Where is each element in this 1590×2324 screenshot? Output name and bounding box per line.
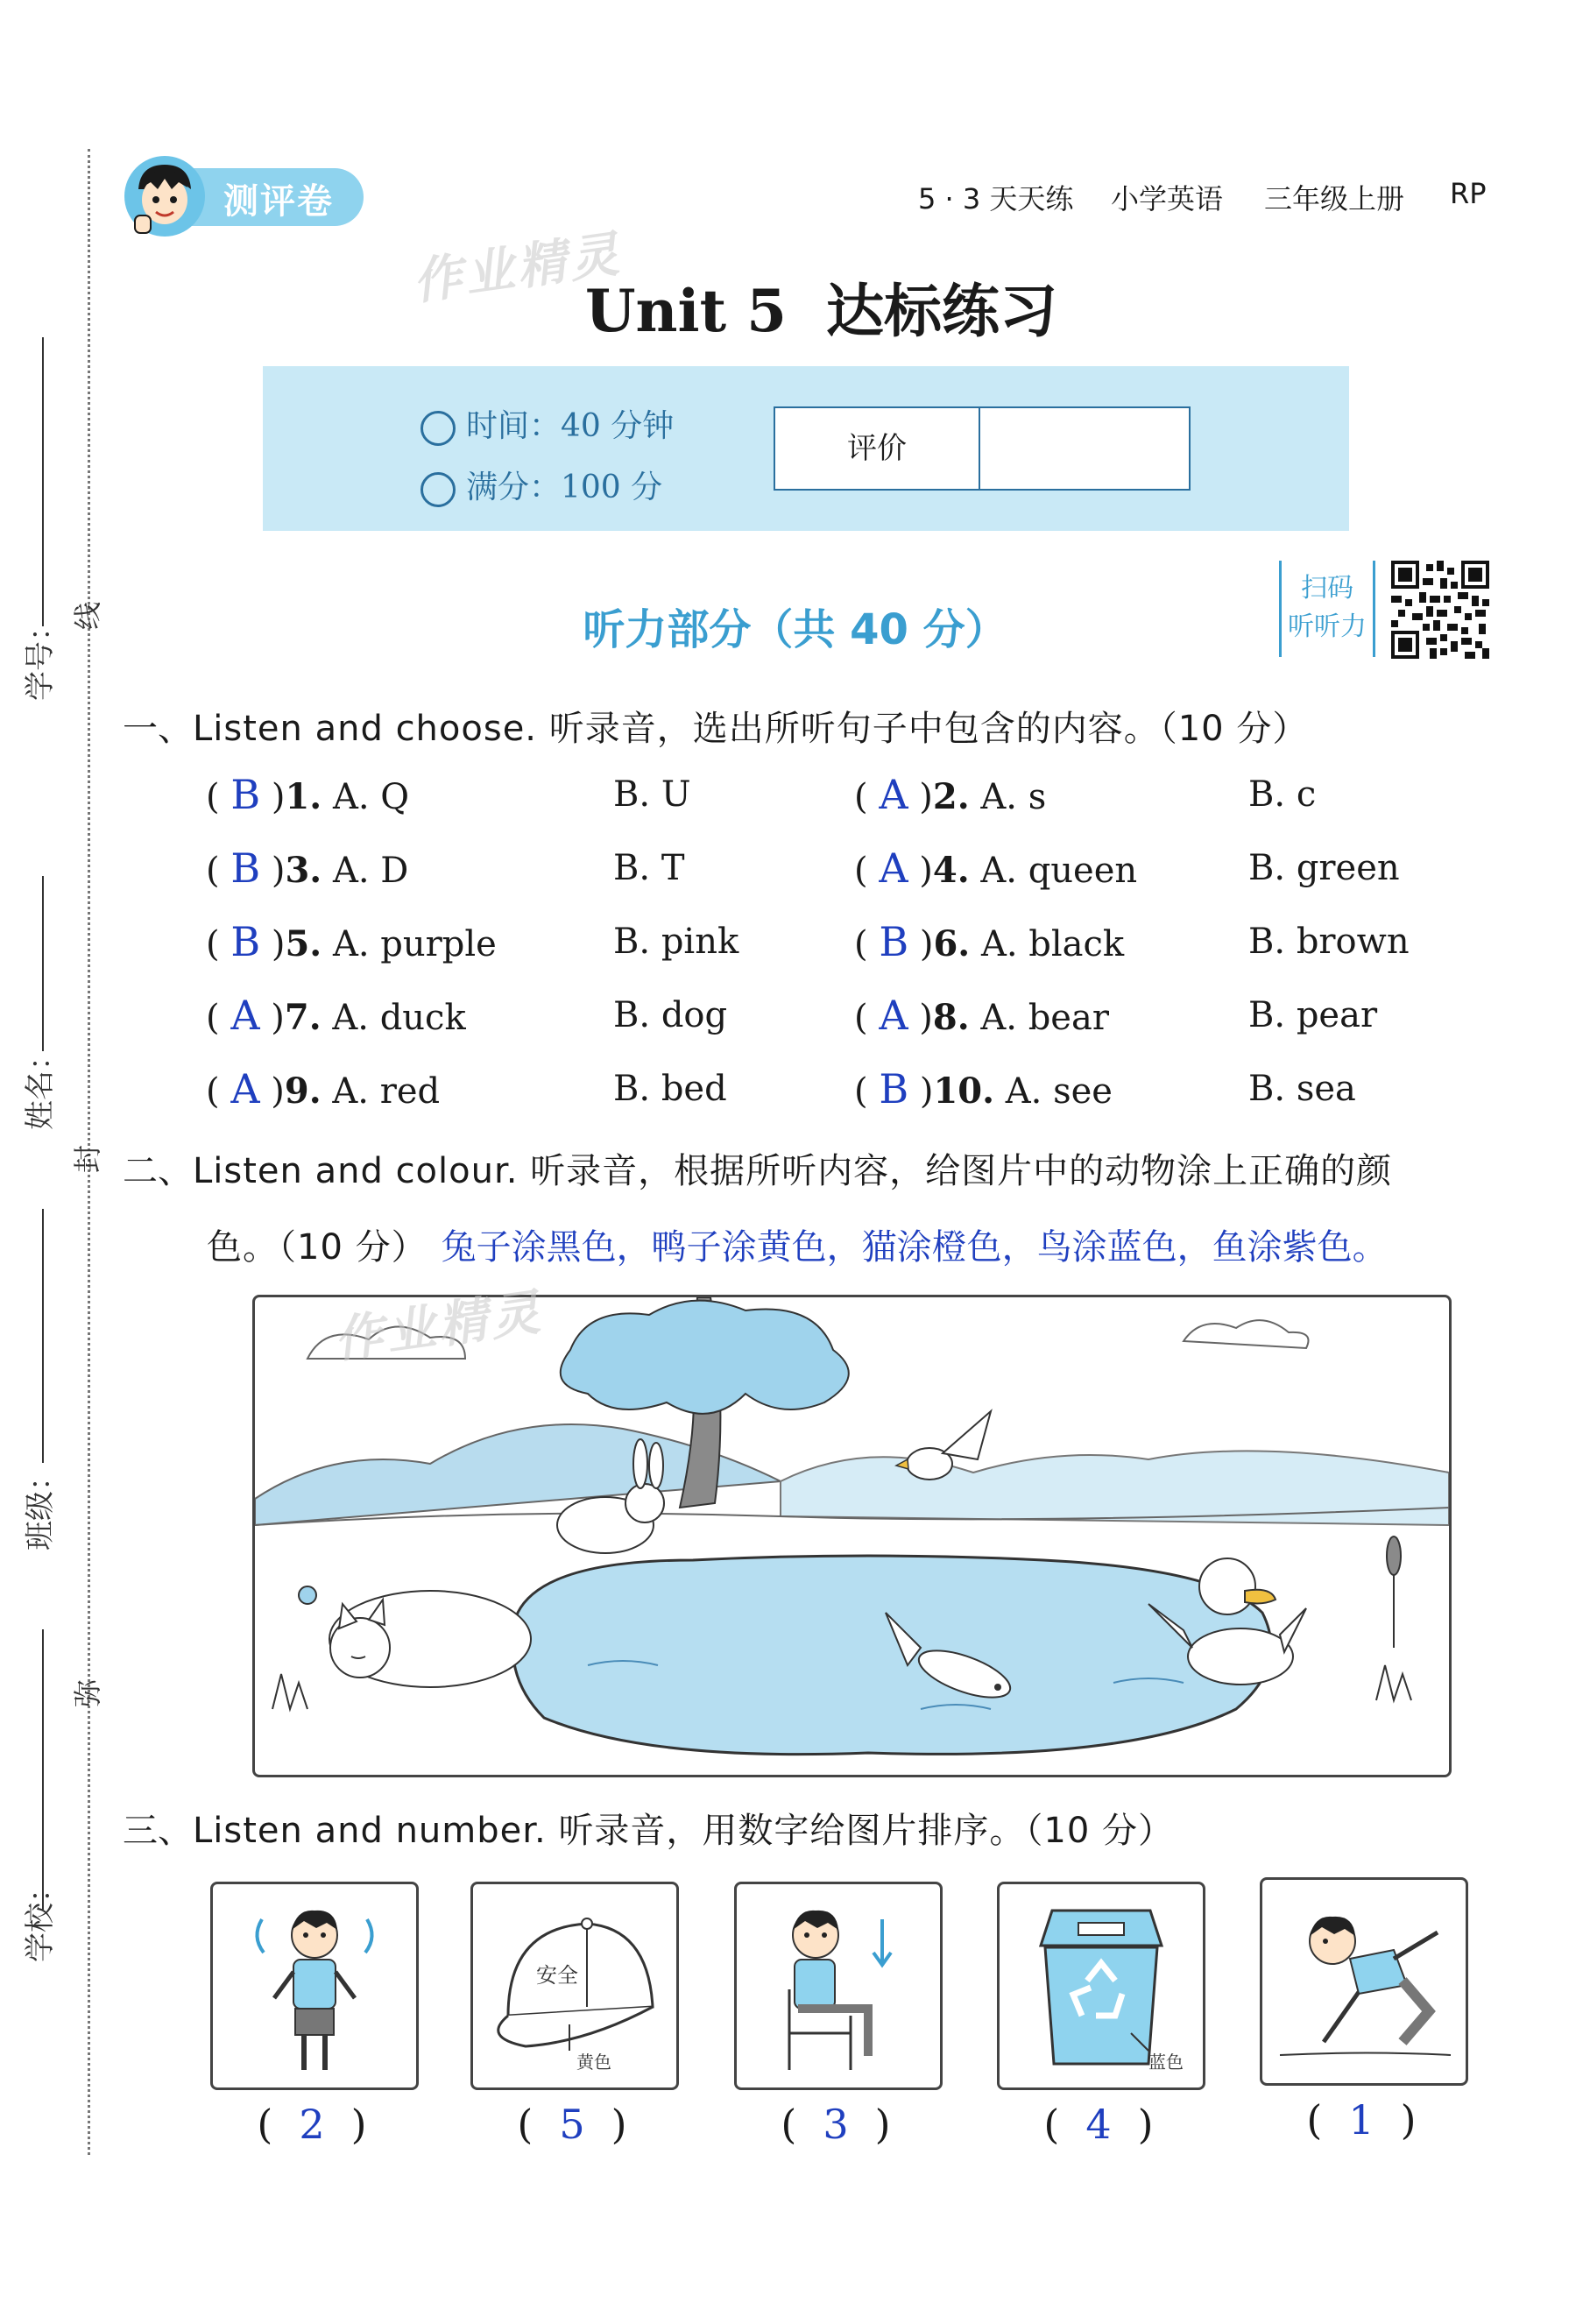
section-2-answer: 兔子涂黑色，鸭子涂黄色，猫涂橙色，鸟涂蓝色，鱼涂紫色。	[441, 1227, 1388, 1268]
series-name: 5 · 3 天天练	[918, 182, 1074, 215]
boy-mascot-icon	[123, 154, 207, 238]
question-8-option-b: B. pear	[1248, 995, 1378, 1035]
pond-scene-illustration	[255, 1297, 1449, 1775]
student-no-label: 学号：	[23, 611, 58, 701]
question-1-option-b: B. U	[613, 774, 691, 815]
card-4-answer: ( 4 )	[1043, 2101, 1154, 2148]
pond-scene-picture	[252, 1295, 1452, 1777]
answer-6: B	[879, 918, 909, 965]
evaluation-box	[774, 406, 1191, 491]
margin-char-mi: 弥	[71, 1678, 105, 1708]
section-2-heading	[123, 1143, 1392, 1193]
school-rule	[42, 1629, 44, 1910]
page-title	[0, 265, 1590, 348]
question-10-option-a: A. see	[1005, 1071, 1113, 1112]
question-1: ( B )1. A. Q	[206, 771, 410, 818]
section-2-heading-line-2	[207, 1219, 1388, 1269]
check-icon	[420, 472, 456, 507]
grade-name: 三年级上册	[1264, 182, 1405, 215]
clock-icon	[420, 411, 456, 446]
recycle-bin-icon	[1000, 1884, 1203, 2087]
class-label: 班级：	[23, 1461, 58, 1551]
card-5-answer-value: 1	[1348, 2096, 1374, 2144]
question-3-option-b: B. T	[613, 848, 685, 888]
card-2-answer: ( 5 )	[517, 2101, 627, 2148]
boy-turning-around-icon	[213, 1884, 416, 2087]
header-badge	[123, 154, 368, 238]
section-2-text-line-1: Listen and colour. 听录音，根据所听内容，给图片中的动物涂上正确的颜	[193, 1151, 1393, 1191]
question-7-num: 7.	[284, 997, 322, 1038]
title-name: 达标练习	[826, 277, 1057, 345]
bird-figure	[896, 1411, 991, 1480]
question-1-num: 1.	[285, 776, 322, 817]
cap-color-note: 黄色	[576, 2052, 611, 2073]
card-3-answer-value: 3	[823, 2101, 849, 2148]
safety-cap-icon	[473, 1884, 676, 2087]
picture-card-1	[210, 1882, 419, 2090]
listening-heading: 听力部分（共 40 分）	[583, 605, 1007, 654]
boy-touching-ground-icon	[1262, 1880, 1466, 2083]
section-3-heading	[123, 1803, 1174, 1853]
question-3: ( B )3. A. D	[206, 844, 409, 892]
name-rule	[42, 876, 44, 1051]
question-3-option-a: A. D	[332, 851, 409, 891]
answer-2: A	[879, 771, 908, 818]
badge-text: 测评卷	[223, 181, 334, 222]
card-1-answer: ( 2 )	[257, 2101, 367, 2148]
question-9-option-a: A. red	[332, 1071, 441, 1112]
section-1-text: Listen and choose. 听录音，选出所听句子中包含的内容。（10 分）	[193, 709, 1309, 749]
evaluation-value[interactable]	[980, 408, 1187, 489]
student-no-rule	[42, 337, 44, 626]
question-6-option-a: A. black	[980, 924, 1125, 964]
margin-char-line: 线	[71, 601, 105, 631]
question-7-option-a: A. duck	[332, 998, 466, 1038]
section-2-text-line-2: 色。（10 分）	[207, 1227, 428, 1268]
watermark-scene: 作业精灵	[330, 1283, 547, 1370]
question-5: ( B )5. A. purple	[206, 918, 497, 965]
answer-5: B	[230, 918, 261, 965]
section-1-heading	[123, 701, 1308, 751]
answer-7: A	[230, 992, 260, 1039]
score-row	[420, 463, 662, 507]
info-box	[263, 366, 1349, 531]
question-4-option-a: A. queen	[980, 851, 1138, 891]
qr-label	[1279, 561, 1375, 657]
question-1-option-a: A. Q	[332, 777, 410, 817]
picture-card-4	[997, 1882, 1205, 2090]
answer-10: B	[879, 1065, 909, 1113]
question-2-option-b: B. c	[1248, 774, 1317, 815]
cap-text: 安全	[536, 1963, 578, 1988]
time-text: 时间：40 分钟	[466, 408, 675, 444]
section-2-number: 二、	[123, 1151, 193, 1191]
section-3-number: 三、	[123, 1811, 193, 1851]
question-10-num: 10.	[933, 1070, 995, 1112]
boy-sitting-down-icon	[737, 1884, 940, 2087]
evaluation-label: 评价	[775, 408, 980, 489]
section-3-text: Listen and number. 听录音，用数字给图片排序。（10 分）	[193, 1811, 1175, 1851]
margin-char-seal: 封	[71, 1144, 105, 1174]
question-4-option-b: B. green	[1248, 848, 1400, 888]
question-6-num: 6.	[933, 923, 971, 964]
answer-4: A	[879, 844, 908, 892]
question-9-num: 9.	[284, 1070, 322, 1112]
title-unit: Unit 5	[585, 277, 788, 345]
time-row	[420, 401, 674, 446]
school-label: 学校：	[23, 1873, 58, 1962]
question-2: ( A )2. A. s	[854, 771, 1047, 818]
card-3-answer: ( 3 )	[781, 2101, 891, 2148]
picture-card-3	[734, 1882, 943, 2090]
qr-code-icon[interactable]	[1391, 561, 1489, 659]
question-7-option-b: B. dog	[613, 995, 728, 1035]
question-7: ( A )7. A. duck	[206, 992, 466, 1039]
question-5-option-a: A. purple	[332, 924, 497, 964]
card-4-answer-value: 4	[1085, 2101, 1112, 2148]
question-2-option-a: A. s	[980, 777, 1047, 817]
question-5-num: 5.	[285, 923, 322, 964]
question-4: ( A )4. A. queen	[854, 844, 1138, 892]
question-10: ( B )10. A. see	[854, 1065, 1113, 1113]
edition-code: RP	[1450, 177, 1487, 210]
cat-figure	[329, 1591, 531, 1687]
answer-8: A	[879, 992, 908, 1039]
question-9: ( A )9. A. red	[206, 1065, 441, 1113]
card-2-answer-value: 5	[559, 2101, 585, 2148]
answer-3: B	[230, 844, 261, 892]
qr-label-line-1: 扫码	[1301, 573, 1353, 604]
name-label: 姓名：	[23, 1041, 58, 1130]
card-5-answer: ( 1 )	[1306, 2096, 1417, 2144]
card-1-answer-value: 2	[299, 2101, 325, 2148]
answer-1: B	[230, 771, 261, 818]
question-3-num: 3.	[285, 850, 322, 891]
subject-name: 小学英语	[1111, 182, 1224, 215]
question-4-num: 4.	[932, 850, 970, 891]
question-6: ( B )6. A. black	[854, 918, 1125, 965]
picture-card-5	[1260, 1877, 1468, 2086]
question-6-option-b: B. brown	[1248, 922, 1410, 962]
question-9-option-b: B. bed	[613, 1069, 727, 1109]
score-text: 满分：100 分	[466, 470, 663, 505]
question-2-num: 2.	[932, 776, 970, 817]
watermark-top: 作业精灵	[409, 225, 625, 312]
question-5-option-b: B. pink	[613, 922, 739, 962]
picture-card-2	[470, 1882, 679, 2090]
question-8: ( A )8. A. bear	[854, 992, 1109, 1039]
question-8-option-a: A. bear	[980, 998, 1109, 1038]
bin-color-note: 蓝色	[1148, 2052, 1184, 2073]
qr-block	[1279, 561, 1494, 661]
question-10-option-b: B. sea	[1248, 1069, 1356, 1109]
answer-9: A	[230, 1065, 260, 1113]
qr-label-line-2: 听听力	[1288, 611, 1367, 642]
section-1-number: 一、	[123, 709, 193, 749]
question-8-num: 8.	[932, 997, 970, 1038]
class-rule	[42, 1209, 44, 1463]
